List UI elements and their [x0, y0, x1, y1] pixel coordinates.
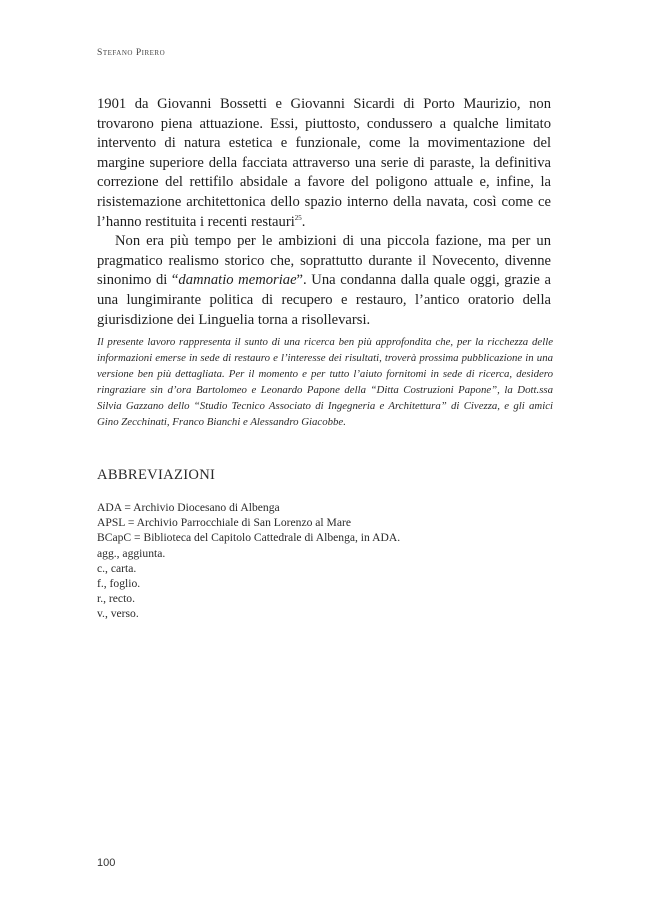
body-paragraph-2: Non era più tempo per le ambizioni di una piccola fazione, ma per un pragmatico realismo storico che, soprattutto durante il Novecento, divenne sinonimo di “damnatio memoriae”. Una condanna dalla quale oggi, grazie a una lungimirante politica di recupero e restauro, l’antico oratorio della giurisdizione dei Linguelia torna a risollevarsi.	[97, 233, 551, 328]
abbreviation-item: agg., aggiunta.	[97, 546, 166, 560]
page-number: 100	[97, 857, 116, 869]
body-paragraph-1: 1901 da Giovanni Bossetti e Giovanni Sicardi di Porto Maurizio, non trovarono piena attuazione. Essi, piuttosto, condussero a qualche limitato intervento di natura estetica e funzionale, come la movimentazione del margine superiore della facciata attraverso una serie di paraste, la definitiva correzione del rettifilo absidale a favore del poligono attuale e, infine, la risistemazione architettonica dello spazio interno della navata, così come ce l’hanno restituita i recenti restauri$^{25}$.	[97, 96, 551, 230]
latin-phrase: damnatio memoriae	[178, 272, 297, 289]
abbreviations-heading: ABBREVIAZIONI	[97, 467, 216, 483]
abbreviations-list	[97, 500, 400, 622]
abbreviation-item: ADA = Archivio Diocesano di Albenga	[97, 501, 280, 514]
abbreviation-item: v., verso.	[97, 607, 139, 621]
abbreviation-item: f., foglio.	[97, 577, 141, 591]
abbreviation-item: BCapC = Biblioteca del Capitolo Cattedrale di Albenga, in ADA.	[97, 531, 401, 545]
footnote-reference: 25	[294, 213, 302, 222]
abbreviation-item: c., carta.	[97, 561, 137, 575]
abbreviation-item: APSL = Archivio Parrocchiale di San Lorenzo al Mare	[97, 516, 352, 530]
abbreviation-item: r., recto.	[97, 592, 135, 606]
acknowledgement-note: Il presente lavoro rappresenta il sunto di una ricerca ben più approfondita che, per la ricchezza delle informazioni emerse in sede di restauro e l’interesse dei risultati, troverà prossima pubblicazione in una versione ben più dettagliata. Per il momento e per tutto l’aiuto fornitomi in sede di ricerca, desidero ringraziare sin d’ora Bartolomeo e Leonardo Papone della “Ditta Costruzioni Papone”, la Dott.ssa Silvia Gazzano dello “Studio Tecnico Associato di Ingegneria e Architettura” di Civezza, e gli amici Gino Zecchinati, Franco Bianchi e Alessandro Giacobbe.	[97, 336, 553, 428]
body-text	[97, 95, 551, 330]
running-head-author: Stefano Pirero	[97, 47, 166, 58]
